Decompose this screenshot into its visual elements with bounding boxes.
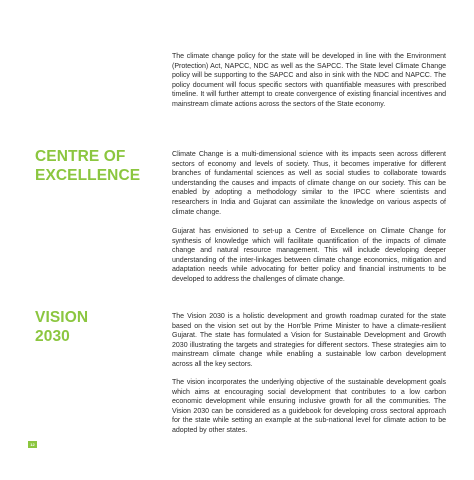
centre-of-excellence-heading-line1: CENTRE OF xyxy=(35,148,126,165)
centre-of-excellence-paragraph-1: Climate Change is a multi-dimensional science with its impacts seen across different sectors of economy and levels of society. Thus, it becomes imperative for different branches of fundamental sciences as well as social studies to collaborate towards understanding the causes and impacts of climate change on our society. This can be enabled by adopting a methodology similar to the IPCC where scientists and researchers in India and Gujarat can assimilate the knowledge on various aspects of climate change. xyxy=(172,151,446,216)
intro-paragraph: The climate change policy for the state will be developed in line with the Environment (Protection) Act, NAPCC, NDC as well as the SAPCC. The State level Climate Change policy will be supporting to the SAPCC and also in sink with the NDC and NAPCC. The policy document will focus specific sectors with quantifiable measures with prescribed timeline. It will further attempt to create convergence of existing financial incentives and mainstream climate actions across the sectors of the State economy. xyxy=(172,53,446,108)
intro-section xyxy=(172,52,446,110)
page-number-badge: 12 xyxy=(28,441,37,448)
vision-2030-section xyxy=(172,312,446,370)
vision-2030-section-2 xyxy=(172,378,446,436)
vision-2030-heading xyxy=(35,309,165,346)
centre-of-excellence-section xyxy=(172,150,446,217)
centre-of-excellence-heading-line2: EXCELLENCE xyxy=(35,166,141,184)
centre-of-excellence-heading xyxy=(35,148,165,185)
vision-2030-heading-line1: VISION xyxy=(35,309,89,326)
centre-of-excellence-section-2 xyxy=(172,227,446,285)
vision-2030-paragraph-1: The Vision 2030 is a holistic development and growth roadmap curated for the state based on the vision set out by the Hon'ble Prime Minister to have a climate-resilient Gujarat. The state has formulated a Vision for Sustainable Development and Growth 2030 illustrating the targets and strategies for different sectors. These strategies aim to mainstream climate change while enabling a sustainable low carbon development across all the key sectors. xyxy=(172,313,446,368)
vision-2030-paragraph-2: The vision incorporates the underlying objective of the sustainable development goals which aims at encouraging social development that contributes to a low carbon economic development while ensuring inclusive growth for all the communities. The Vision 2030 can be considered as a guidebook for developing cross sectoral approach for the state while setting an example at the sub-national level for climate action to be adopted by other states. xyxy=(172,379,446,434)
vision-2030-heading-line2: 2030 xyxy=(35,327,70,345)
centre-of-excellence-paragraph-2: Gujarat has envisioned to set-up a Centre of Excellence on Climate Change for synthesis of knowledge which will facilitate quantification of the impacts of climate change and natural resource management. This will include developing deeper understanding of the inter-linkages between climate change economics, mitigation and adaptation needs while advocating for better policy and financial instruments to be developed to address the challenges of climate change. xyxy=(172,228,446,283)
